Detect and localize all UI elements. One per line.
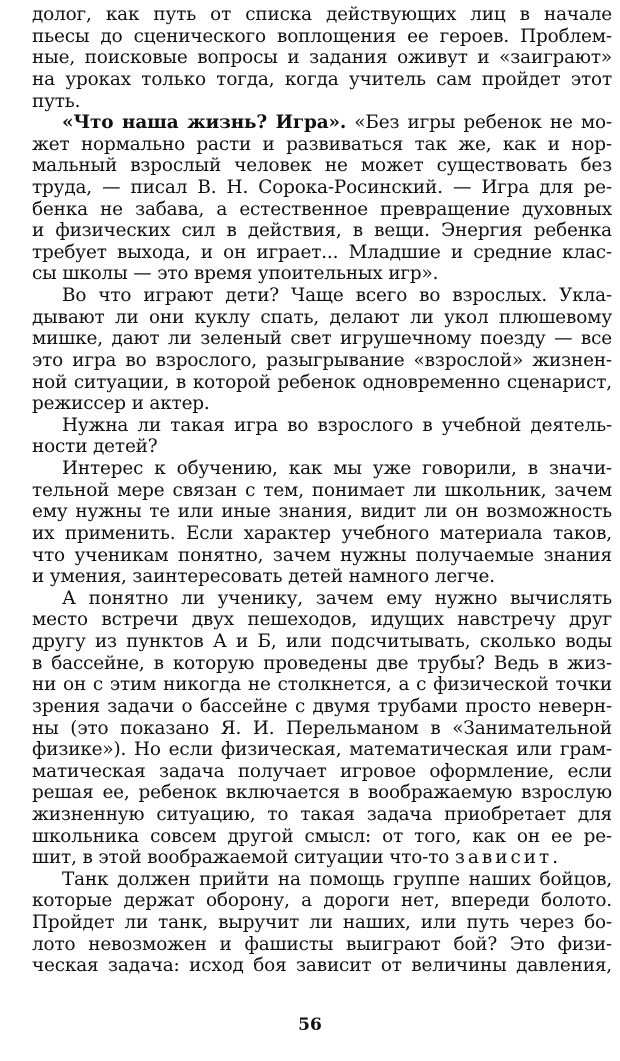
text-line — [32, 847, 612, 869]
section-heading: «Что наша жизнь? Игра». — [62, 112, 347, 134]
line-text: А понятно ли ученику, зачем ему нужно вычислять — [62, 587, 612, 609]
text-line — [62, 458, 612, 480]
line-text: в бассейне, в которую проведены две трубы? Ведь в жиз- — [32, 652, 612, 674]
line-text: и умения, заинтересовать детей намного легче. — [32, 566, 495, 588]
text-line — [62, 869, 612, 891]
line-text: дывают ли они куклу спать, делают ли укол плюшевому — [32, 306, 612, 328]
text-line — [32, 696, 612, 718]
line-text: которые держат оборону, а дороги нет, впереди болото. — [32, 890, 612, 912]
text-line — [32, 393, 612, 415]
text-line — [32, 501, 612, 523]
line-text: ные, поисковые вопросы и задания оживут и «заиграют» — [32, 47, 612, 69]
text-line — [32, 934, 612, 956]
text-line — [32, 263, 612, 285]
text-line — [32, 739, 612, 761]
text-line — [32, 91, 612, 113]
line-text: лото невозможен и фашисты выиграют бой? Это физи- — [32, 933, 612, 955]
text-line — [32, 26, 612, 48]
text-line — [32, 523, 612, 545]
text-line — [62, 285, 612, 307]
line-text: решая ее, ребенок включается в воображаемую взрослую — [32, 782, 612, 804]
line-text: Интерес к обучению, как мы уже говорили, в значи- — [62, 458, 612, 479]
text-line — [32, 155, 612, 177]
text-line — [32, 631, 612, 653]
text-line — [32, 436, 612, 458]
line-text: Во что играют дети? Чаще всего во взрослых. Укла- — [62, 285, 612, 307]
text-line — [32, 307, 612, 329]
line-text: Танк должен прийти на помощь группе наших бойцов, — [62, 868, 612, 890]
text-line — [32, 242, 612, 264]
line-text: матическая задача получает игровое оформление, если — [32, 760, 612, 782]
text-line — [32, 674, 612, 696]
line-text: это игра во взрослого, разыгрывание «взрослой» жизнен- — [32, 349, 612, 371]
text-line — [32, 69, 612, 91]
line-text: мишке, дают ли зеленый свет игрушечному поезду — все — [32, 328, 612, 350]
line-text: место встречи двух пешеходов, идущих навстречу друг — [32, 609, 612, 631]
line-text: ной ситуации, в которой ребенок одновременно сценарист, — [32, 371, 612, 393]
text-line — [32, 4, 612, 26]
text-line — [32, 826, 612, 848]
text-line — [62, 588, 612, 610]
line-text: труда, — писал В. Н. Сорока-Росинский. — Игра для ре- — [32, 177, 612, 198]
text-line — [32, 545, 612, 567]
text-line — [32, 890, 612, 912]
text-line — [32, 761, 612, 783]
line-text: Пройдет ли танк, выручит ли наших, или путь через бо- — [32, 912, 612, 933]
text-line — [32, 718, 612, 740]
text-line — [32, 220, 612, 242]
line-text: ни он с этим никогда не столкнется, а с физической точки — [32, 674, 612, 696]
text-line — [62, 112, 612, 134]
line-text: жизненную ситуацию, то такая задача приобретает для — [32, 803, 612, 825]
line-text: ны (это показано Я. И. Перельманом в «Занимательной — [32, 717, 612, 739]
line-text: и физических сил в действия, в вещи. Энергия ребенка — [32, 220, 612, 242]
text-line — [32, 955, 612, 977]
line-text: жет нормально расти и развиваться так же, как и нор- — [32, 133, 612, 155]
line-text: шит, в этой воображаемой ситуации что-то — [32, 847, 455, 869]
line-text: долог, как путь от списка действующих лиц в начале — [32, 4, 612, 25]
line-text: требует выхода, и он играет... Младшие и средние клас- — [32, 241, 612, 263]
text-line — [32, 566, 612, 588]
text-line — [32, 609, 612, 631]
line-text: их применить. Если характер учебного материала таков, — [32, 522, 612, 544]
line-text: зрения задачи о бассейне с двумя трубами просто неверн- — [32, 695, 612, 717]
text-line — [32, 47, 612, 69]
text-line — [32, 912, 612, 934]
text-line — [32, 134, 612, 156]
line-text: «Без игры ребенок не мо- — [346, 112, 612, 134]
line-text: ности детей? — [32, 436, 158, 458]
text-line — [32, 782, 612, 804]
line-text: тельной мере связан с тем, понимает ли школьник, зачем — [32, 479, 612, 501]
line-text: сы школы — это время упоительных игр». — [32, 263, 439, 285]
line-text: другу из пунктов А и Б, или подсчитывать, сколько воды — [32, 631, 612, 652]
line-text: бенка не забава, а естественное превращение духовных — [32, 198, 612, 220]
text-line — [32, 480, 612, 502]
line-text: ему нужны те или иные знания, видит ли он возможность — [32, 501, 612, 523]
text-line — [32, 177, 612, 199]
line-text: на уроках только тогда, когда учитель сам пройдет этот — [32, 68, 612, 90]
text-line — [32, 350, 612, 372]
line-text: школьника совсем другой смысл: от того, как он ее ре- — [32, 825, 612, 847]
line-text: Нужна ли такая игра во взрослого в учебной деятель- — [62, 414, 612, 436]
line-text: пьесы до сценического воплощения ее героев. Проблем- — [32, 25, 612, 47]
line-text: физике»). Но если физическая, математическая или грам- — [32, 739, 612, 761]
text-line — [62, 415, 612, 437]
text-line — [32, 372, 612, 394]
text-line — [32, 653, 612, 675]
text-line — [32, 328, 612, 350]
line-text: ческая задача: исход боя зависит от величины давления, — [32, 955, 612, 977]
line-text: режиссер и актер. — [32, 393, 210, 415]
text-line — [32, 199, 612, 221]
line-text: мальный взрослый человек не может существовать без — [32, 155, 612, 177]
text-line — [32, 804, 612, 826]
spaced-emphasis: зависит. — [454, 847, 562, 869]
line-text: что ученикам понятно, зачем нужны получаемые знания — [32, 544, 612, 566]
page-number: 56 — [298, 1015, 322, 1035]
line-text: путь. — [32, 90, 81, 112]
